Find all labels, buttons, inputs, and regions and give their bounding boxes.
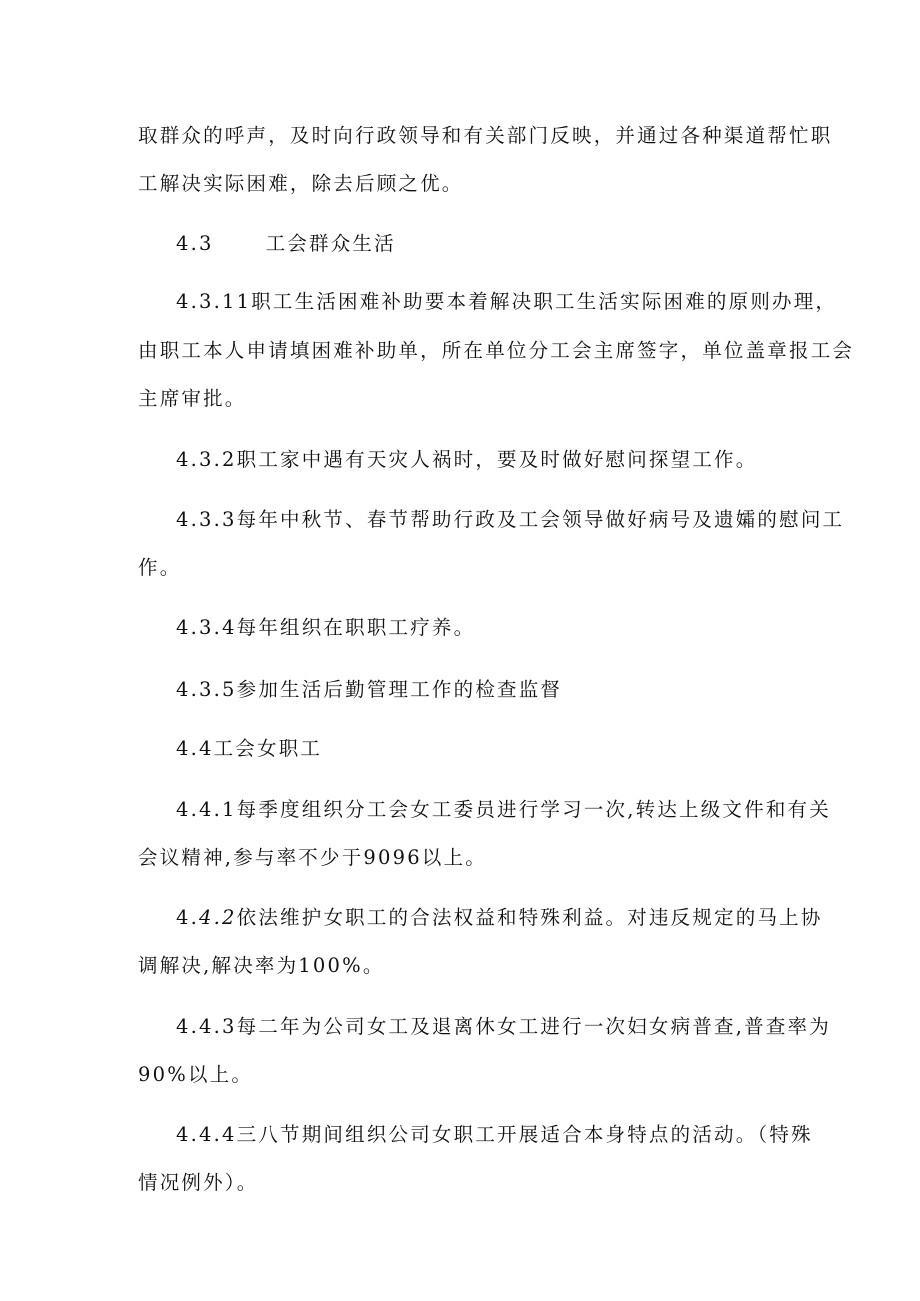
paragraph-line: 4.4.4三八节期间组织公司女职工开展适合本身特点的活动。（特殊: [176, 1123, 813, 1146]
clause-number-prefix: 4.: [176, 906, 200, 929]
paragraph-line: 4.4.1每季度组织分工会女工委员进行学习一次,转达上级文件和有关: [176, 798, 831, 821]
paragraph-line: 主席审批。: [138, 387, 247, 410]
paragraph-line: 取群众的呼声，及时向行政领导和有关部门反映，并通过各种渠道帮忙职: [138, 124, 833, 147]
paragraph-line: 4.3.4每年组织在职职工疗养。: [176, 616, 476, 639]
clause-text: 依法维护女职工的合法权益和特殊利益。对违反规定的马上协: [236, 906, 823, 929]
section-number: 4.3: [176, 232, 214, 255]
paragraph-line: 4.3.3每年中秋节、春节帮助行政及工会领导做好病号及遗孀的慰问工: [176, 508, 845, 531]
paragraph-line: 作。: [138, 556, 182, 579]
paragraph-line: 90%以上。: [138, 1063, 254, 1086]
paragraph-line: 4.3.2职工家中遇有天灾人祸时，要及时做好慰问探望工作。: [176, 448, 758, 471]
paragraph-line: 会议精神,参与率不少于9096以上。: [138, 846, 487, 869]
paragraph-line: 4.3.11职工生活困难补助要本着解决职工生活实际困难的原则办理，: [176, 290, 838, 313]
clause-number-italic: 4.2: [199, 906, 237, 929]
paragraph-line: 调解决,解决率为100%。: [138, 954, 385, 977]
paragraph-line: 工解决实际困难，除去后顾之优。: [138, 172, 464, 195]
paragraph-line: 4.3.5参加生活后勤管理工作的检查监督: [176, 678, 563, 701]
paragraph-line: 情况例外）。: [138, 1171, 259, 1194]
paragraph-line: 由职工本人申请填困难补助单，所在单位分工会主席签字，单位盖章报工会: [138, 339, 855, 362]
paragraph-line: 4.4.3每二年为公司女工及退离休女工进行一次妇女病普查,普查率为: [176, 1015, 831, 1038]
section-title: 工会群众生活: [265, 232, 396, 255]
paragraph-line: [176, 906, 823, 930]
section-heading: [176, 232, 396, 256]
section-heading: 4.4工会女职工: [176, 737, 323, 760]
